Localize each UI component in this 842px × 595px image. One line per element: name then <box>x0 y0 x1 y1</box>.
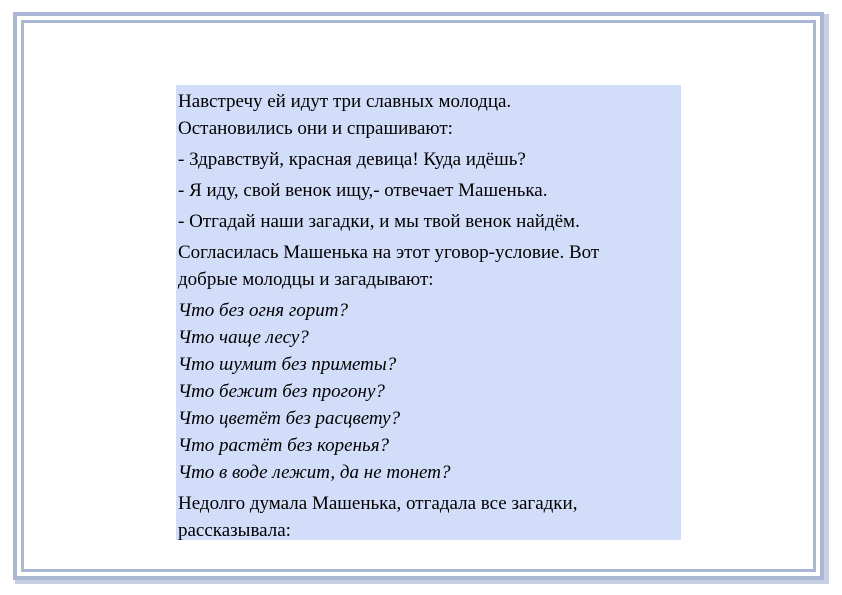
riddles-list <box>178 297 679 486</box>
paragraph-greeting <box>178 146 679 173</box>
text-line: Навстречу ей идут три славных молодца. <box>178 91 512 112</box>
riddle-line: Что растёт без коренья? <box>178 435 390 456</box>
riddle-line: Что бежит без прогону? <box>178 381 385 402</box>
riddle-line: Что цветёт без расцвету? <box>178 408 401 429</box>
riddle-line: Что чаще лесу? <box>178 327 309 348</box>
paragraph-answer <box>178 177 679 204</box>
text-line: Согласилась Машенька на этот уговор-условие. Вот <box>178 242 600 263</box>
frame-shadow-bottom <box>15 580 829 584</box>
text-line: Остановились они и спрашивают: <box>178 118 453 139</box>
paragraph-challenge <box>178 208 679 235</box>
paragraph-meeting <box>178 88 679 142</box>
text-line: Недолго думала Машенька, отгадала все загадки, <box>178 493 578 514</box>
text-line: добрые молодцы и загадывают: <box>178 269 434 290</box>
paragraph-agreement <box>178 239 679 293</box>
text-line: рассказывала: <box>178 520 291 541</box>
paragraph-closing <box>178 490 679 544</box>
text-line: - Отгадай наши загадки, и мы твой венок найдём. <box>178 211 580 232</box>
riddle-line: Что без огня горит? <box>178 300 349 321</box>
text-line: - Здравствуй, красная девица! Куда идёшь? <box>178 149 526 170</box>
riddle-line: Что шумит без приметы? <box>178 354 397 375</box>
story-text-box <box>176 85 681 540</box>
riddle-line: Что в воде лежит, да не тонет? <box>178 462 451 483</box>
frame-shadow-right <box>824 14 829 584</box>
text-line: - Я иду, свой венок ищу,- отвечает Машенька. <box>178 180 548 201</box>
